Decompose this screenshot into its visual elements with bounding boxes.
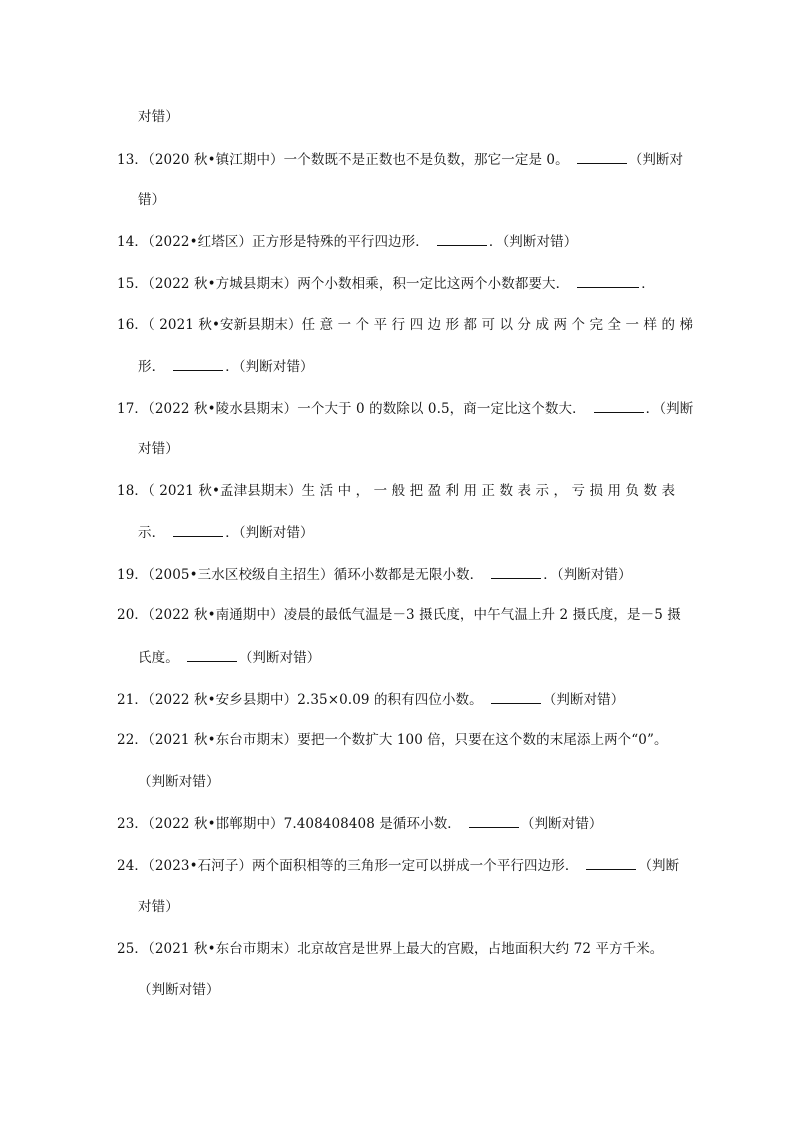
question-24-cont: 对错） [138, 899, 179, 915]
answer-blank-18[interactable] [173, 523, 223, 537]
question-22-cont: （判断对错） [138, 774, 220, 790]
answer-blank-14[interactable] [437, 232, 487, 246]
question-20-cont: 氏度。 （判断对错） [138, 650, 321, 666]
question-18: 18．（ 2021 秋•孟津县期末）生 活 中 ， 一 般 把 盈 利 用 正 数 表 示 ， 亏 损 用 负 数 表 [117, 483, 676, 499]
question-20: 20．（2022 秋•南通期中）凌晨的最低气温是－3 摄氏度，中午气温上升 2 摄氏度，是－5 摄 [117, 607, 681, 623]
answer-blank-17[interactable] [594, 399, 644, 413]
question-24: 24．（2023•石河子）两个面积相等的三角形一定可以拼成一个平行四边形． （判断 [117, 858, 680, 874]
question-22: 22．（2021 秋•东台市期末）要把一个数扩大 100 倍，只要在这个数的末尾添上两个“0”。 [117, 732, 668, 748]
answer-blank-19[interactable] [491, 565, 541, 579]
question-13-cont: 错） [138, 192, 166, 208]
question-19: 19．（2005•三水区校级自主招生）循环小数都是无限小数． ．（判断对错） [117, 567, 632, 583]
question-16: 16．（ 2021 秋•安新县期末）任 意 一 个 平 行 四 边 形 都 可 以 分 成 两 个 完 全 一 样 的 梯 [117, 317, 694, 333]
question-13: 13．（2020 秋•镇江期中）一个数既不是正数也不是负数，那它一定是 0。 （判断对 [117, 152, 684, 168]
answer-blank-16[interactable] [173, 357, 223, 371]
line-q12-tail: 对错） [138, 109, 179, 125]
question-15: 15．（2022 秋•方城县期末）两个小数相乘，积一定比这两个小数都要大． ． [117, 276, 655, 292]
question-25: 25．（2021 秋•东台市期末）北京故宫是世界上最大的宫殿，占地面积大约 72 平方千米。 [117, 941, 664, 957]
question-17: 17．（2022 秋•陵水县期末）一个大于 0 的数除以 0.5，商一定比这个数大． ．（判断 [117, 401, 694, 417]
answer-blank-21[interactable] [491, 690, 541, 704]
answer-blank-15[interactable] [577, 274, 639, 288]
question-14: 14．（2022•红塔区）正方形是特殊的平行四边形． ．（判断对错） [117, 234, 578, 250]
answer-blank-23[interactable] [469, 814, 519, 828]
question-23: 23．（2022 秋•邯郸期中）7.408408408 是循环小数． （判断对错） [117, 816, 603, 832]
question-21: 21．（2022 秋•安乡县期中）2.35×0.09 的积有四位小数。 （判断对错） [117, 692, 625, 708]
question-17-cont: 对错） [138, 441, 179, 457]
question-25-cont: （判断对错） [138, 982, 220, 998]
answer-blank-24[interactable] [586, 856, 636, 870]
answer-blank-20[interactable] [187, 648, 237, 662]
answer-blank-13[interactable] [577, 150, 627, 164]
question-16-cont: 形． ．（判断对错） [138, 359, 314, 375]
question-18-cont: 示． ．（判断对错） [138, 525, 314, 541]
